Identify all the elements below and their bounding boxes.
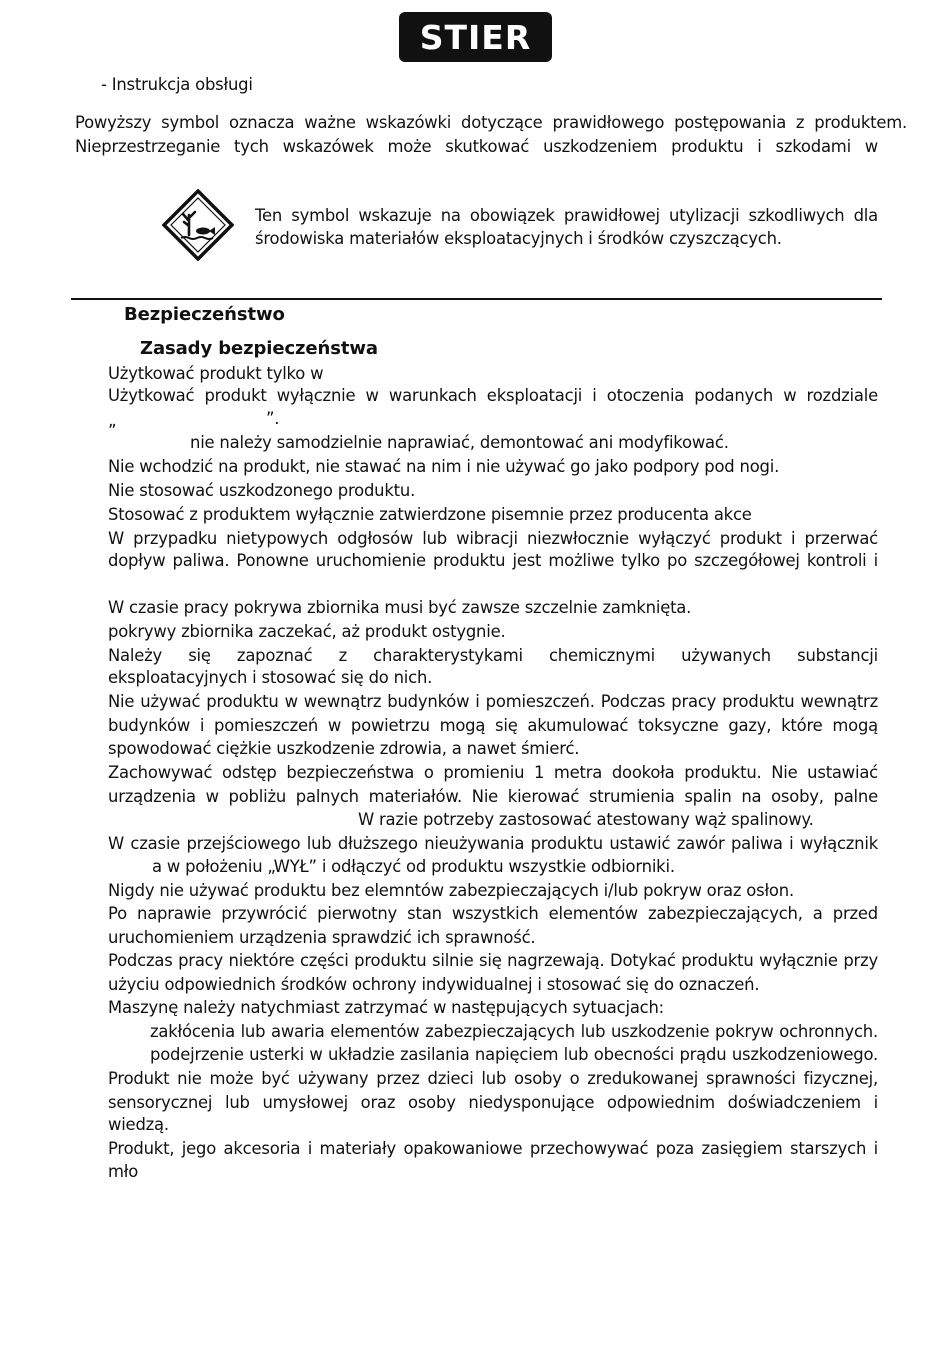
body-line: Nie wchodzić na produkt, nie stawać na nim i nie używać go jako podpory pod nogi. bbox=[108, 457, 780, 476]
brand-logo bbox=[399, 12, 552, 62]
body-line: W razie potrzeby zastosować atestowany wąż spalinowy. bbox=[358, 810, 814, 829]
body-line: Produkt nie może być używany przez dzieci lub osoby o zredukowanej sprawności fizycznej, bbox=[108, 1069, 878, 1088]
environment-hazard-icon bbox=[162, 189, 234, 261]
body-line: Należy się zapoznać z charakterystykami chemicznymi używanych substancji bbox=[108, 646, 878, 665]
body-line: Po naprawie przywrócić pierwotny stan wszystkich elementów zabezpieczających, a przed bbox=[108, 904, 878, 923]
body-line: W czasie pracy pokrywa zbiornika musi być zawsze szczelnie zamknięta. bbox=[108, 598, 692, 617]
body-line: budynków i pomieszczeń w powietrzu mogą się akumulować toksyczne gazy, które mogą bbox=[108, 716, 878, 735]
body-line: zakłócenia lub awaria elementów zabezpieczających lub uszkodzenie pokryw ochronnych. bbox=[150, 1022, 878, 1041]
body-line: Podczas pracy niektóre części produktu silnie się nagrzewają. Dotykać produktu wyłącznie przy bbox=[108, 951, 878, 970]
body-line: W przypadku nietypowych odgłosów lub wibracji niezwłocznie wyłączyć produkt i przerwać bbox=[108, 529, 878, 548]
body-line: sensorycznej lub umysłowej oraz osoby niedysponujące odpowiednim doświadczeniem i bbox=[108, 1093, 878, 1112]
body-line: Maszynę należy natychmiast zatrzymać w następujących sytuacjach: bbox=[108, 998, 664, 1017]
body-line: Nie stosować uszkodzonego produktu. bbox=[108, 481, 416, 500]
body-line: eksploatacyjnych i stosować się do nich. bbox=[108, 668, 433, 687]
body-line: W czasie przejściowego lub dłuższego nieużywania produktu ustawić zawór paliwa i wyłącznik bbox=[108, 834, 878, 853]
brand-logo-text: STIER bbox=[419, 17, 532, 57]
body-line: a w położeniu „WYŁ” i odłączyć od produktu wszystkie odbiorniki. bbox=[152, 857, 675, 876]
body-line: Użytkować produkt wyłącznie w warunkach eksploatacji i otoczenia podanych w rozdziale bbox=[108, 386, 878, 405]
body-line: „ bbox=[108, 411, 117, 430]
body-line: użyciu odpowiednich środków ochrony indywidualnej i stosować się do oznaczeń. bbox=[108, 975, 760, 994]
section-title: Bezpieczeństwo bbox=[124, 304, 285, 325]
intro-line-1: Powyższy symbol oznacza ważne wskazówki dotyczące prawidłowego postępowania z produktem. bbox=[75, 113, 907, 132]
body-line: Produkt, jego akcesoria i materiały opakowaniowe przechowywać poza zasięgiem starszych i bbox=[108, 1139, 878, 1158]
section-subtitle: Zasady bezpieczeństwa bbox=[140, 338, 378, 359]
body-line: nie należy samodzielnie naprawiać, demontować ani modyfikować. bbox=[190, 433, 729, 452]
body-line: Zachowywać odstęp bezpieczeństwa o promieniu 1 metra dookoła produktu. Nie ustawiać bbox=[108, 763, 878, 782]
body-line: Użytkować produkt tylko w bbox=[108, 364, 324, 383]
env-notice-line-2: środowiska materiałów eksploatacyjnych i środków czyszczących. bbox=[255, 229, 782, 248]
body-line: ”. bbox=[266, 409, 280, 428]
section-divider bbox=[71, 298, 882, 300]
body-line: podejrzenie usterki w układzie zasilania napięciem lub obecności prądu uszkodzeniowego. bbox=[150, 1045, 878, 1064]
env-notice-line-1: Ten symbol wskazuje na obowiązek prawidłowej utylizacji szkodliwych dla bbox=[255, 206, 878, 225]
body-line: dopływ paliwa. Ponowne uruchomienie produktu jest możliwe tylko po szczegółowej kontroli i bbox=[108, 551, 878, 570]
body-line: Nie używać produktu w wewnątrz budynków i pomieszczeń. Podczas pracy produktu wewnątrz bbox=[108, 692, 878, 711]
body-line: Nigdy nie używać produktu bez elemntów zabezpieczających i/lub pokryw oraz osłon. bbox=[108, 881, 794, 900]
body-line: spowodować ciężkie uszkodzenie zdrowia, a nawet śmierć. bbox=[108, 739, 580, 758]
body-line: pokrywy zbiornika zaczekać, aż produkt ostygnie. bbox=[108, 622, 506, 641]
document-subtitle: - Instrukcja obsługi bbox=[101, 75, 253, 94]
body-line: mło bbox=[108, 1162, 139, 1181]
body-line: uruchomieniem urządzenia sprawdzić ich sprawność. bbox=[108, 928, 536, 947]
intro-line-2: Nieprzestrzeganie tych wskazówek może skutkować uszkodzeniem produktu i szkodami w bbox=[75, 137, 878, 156]
body-line: wiedzą. bbox=[108, 1115, 169, 1134]
body-line: urządzenia w pobliżu palnych materiałów. Nie kierować strumienia spalin na osoby, palne bbox=[108, 787, 878, 806]
body-line: Stosować z produktem wyłącznie zatwierdzone pisemnie przez producenta akce bbox=[108, 505, 752, 524]
